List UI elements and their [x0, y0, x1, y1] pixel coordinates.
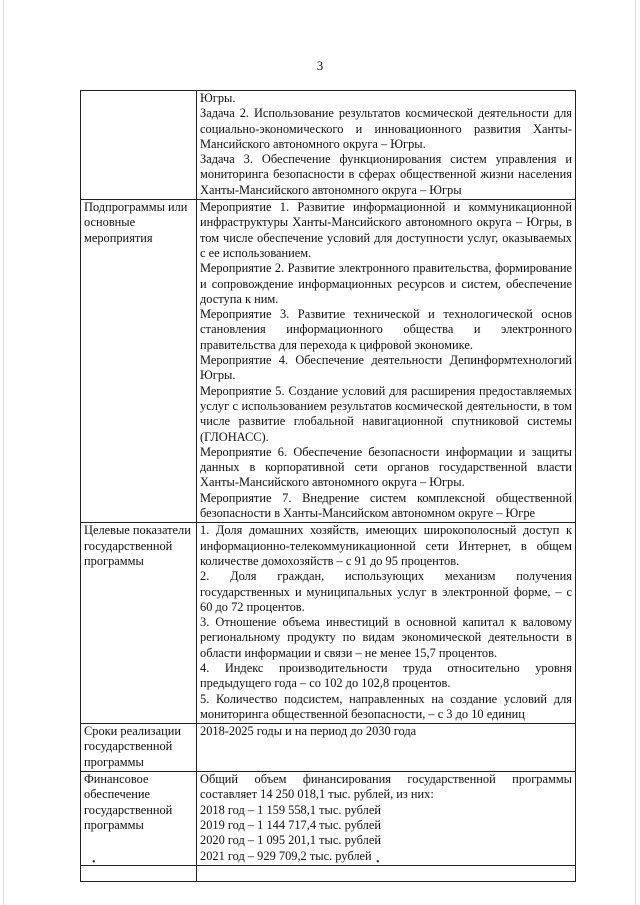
activity-text: Мероприятие 7. Внедрение систем комплексной общественной безопасности в Ханты-Мансийском автономном округе – Югре [200, 490, 572, 521]
activity-text: Мероприятие 5. Создание условий для расширения предоставляемых услуг с использованием результатов космической деятельности, в том числе развитие глобальной навигационной спутниковой системы (ГЛОНАСС). [200, 383, 572, 444]
row-label: Финансовое обеспечение государственной программы [81, 772, 197, 866]
indicator-text: 4. Индекс производительности труда относительно уровня предыдущего года – со 102 до 102,8 процентов. [200, 660, 572, 691]
activity-text: Мероприятие 3. Развитие технической и технологической основ становления информационного общества и электронного правительства для перехода к цифровой экономике. [200, 307, 572, 352]
row-label: Целевые показатели государственной программы [81, 523, 197, 724]
scan-edge-right [635, 0, 636, 905]
financing-year: 2019 год – 1 144 717,4 тыс. рублей [200, 817, 381, 832]
financing-year: 2021 год – 929 709,2 тыс. рублей [200, 848, 372, 863]
financing-year: 2018 год – 1 159 558,1 тыс. рублей [200, 802, 381, 817]
financing-text: Общий объем финансирования государственной программы составляет 14 250 018,1 тыс. рублей, из них: [200, 772, 572, 802]
table-row-financing [81, 772, 576, 866]
table-row-tasks [81, 91, 576, 200]
row-content [197, 200, 576, 523]
scan-speck: • [92, 857, 96, 868]
program-passport-table [80, 90, 576, 882]
financing-year: 2020 год – 1 095 201,1 тыс. рублей [200, 833, 381, 848]
table-row-continuation [81, 865, 576, 881]
indicator-text: 2. Доля граждан, использующих механизм получения государственных и муниципальных услуг в электронной форме, – с 60 до 72 процентов. [200, 569, 572, 614]
row-content [197, 91, 576, 200]
activity-text: Мероприятие 6. Обеспечение безопасности информации и защиты данных в корпоративной сети органов государственной власти Ханты-Мансийского автономного округа – Югры. [200, 444, 572, 490]
table-row-activities [81, 200, 576, 523]
activity-text: Мероприятие 1. Развитие информационной и коммуникационной инфраструктуры Ханты-Мансийского автономного округа – Югры, в том числе обеспечение условий для доступности услуг, оказываемых с ее использованием. [200, 200, 572, 260]
task-text: Задача 3. Обеспечение функционирования систем управления и мониторинга безопасности в сферах общественной жизни населения Ханты-Мансийского автономного округа – Югры [200, 152, 572, 197]
indicator-text: 5. Количество подсистем, направленных на создание условий для мониторинга общественной безопасности, – с 3 до 10 единиц [200, 691, 572, 721]
row-label-empty [81, 865, 197, 881]
row-content [197, 724, 576, 772]
row-label [81, 91, 197, 200]
scan-speck: • [376, 857, 380, 868]
indicator-text: 3. Отношение объема инвестиций в основной капитал к валовому региональному продукту по видам экономической деятельности в области информации и связи – не менее 15,7 процентов. [200, 615, 572, 660]
activity-text: Мероприятие 2. Развитие электронного правительства, формирование и сопровождение информационных ресурсов и систем, обеспечение доступа к ним. [200, 261, 572, 306]
indicator-text: 1. Доля домашних хозяйств, имеющих широкополосный доступ к информационно-телекоммуникационной сети Интернет, в общем количестве домохозяйств – с 91 до 95 процентов. [200, 523, 572, 568]
task-text: Югры. [200, 91, 236, 105]
row-content [197, 772, 576, 866]
scan-edge-left [3, 0, 4, 905]
activity-text: Мероприятие 4. Обеспечение деятельности Депинформтехнологий Югры. [200, 353, 572, 383]
row-content [197, 523, 576, 724]
table-row-indicators [81, 523, 576, 724]
period-text: 2018-2025 годы и на период до 2030 года [200, 724, 417, 739]
row-label: Сроки реализации государственной программы [81, 724, 197, 772]
row-label: Подпрограммы или основные мероприятия [81, 200, 197, 523]
task-text: Задача 2. Использование результатов космической деятельности для социально-экономического и инновационного развития Ханты-Мансийского автономного округа – Югры. [200, 106, 572, 151]
page-number: 3 [316, 58, 324, 73]
row-content-empty [197, 865, 576, 881]
table-row-period [81, 724, 576, 772]
